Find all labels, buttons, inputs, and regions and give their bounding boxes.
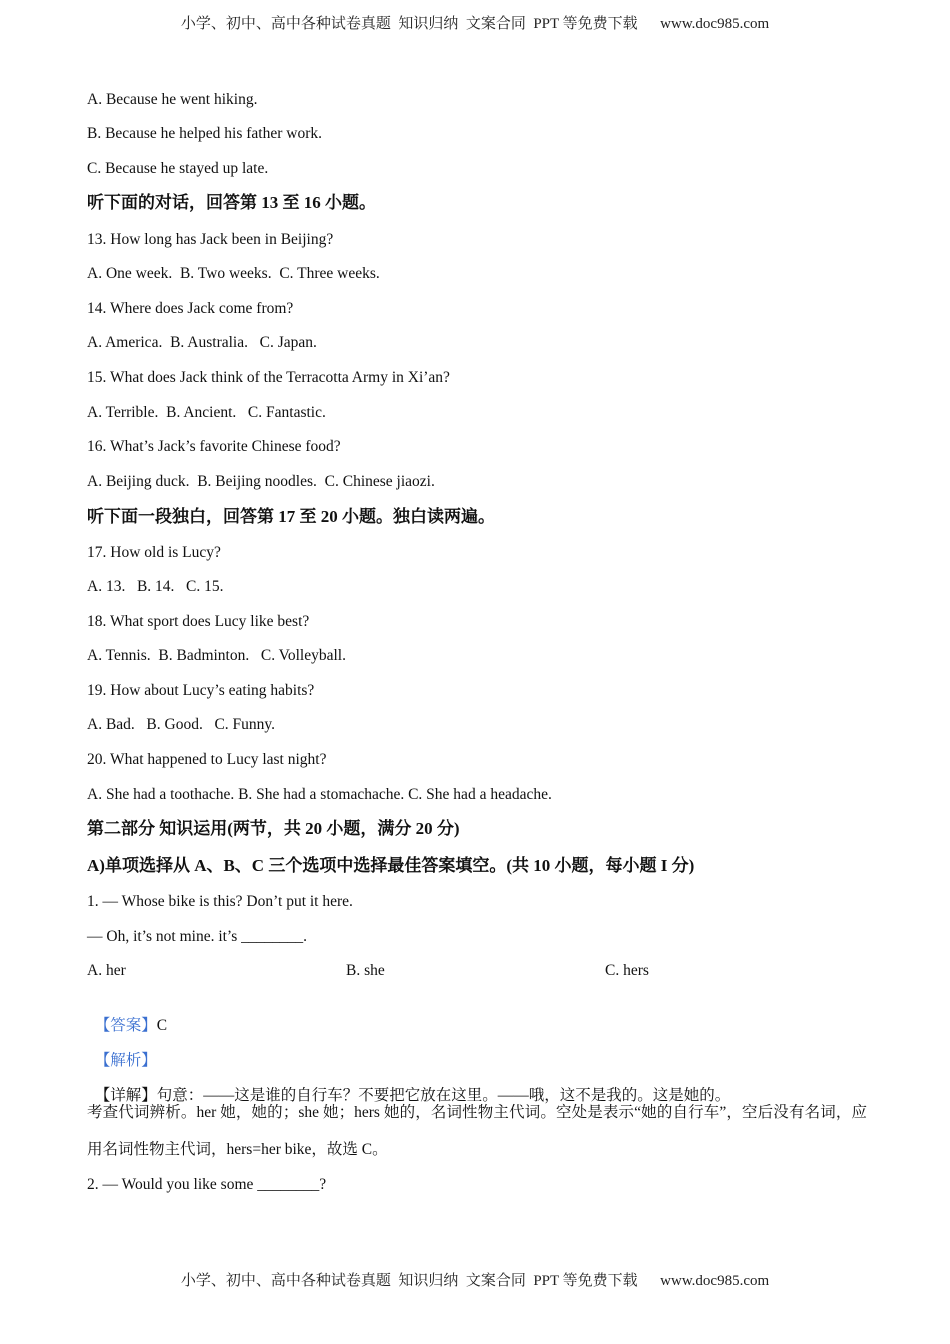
section-heading: A)单项选择从 A、B、C 三个选项中选择最佳答案填空。(共 10 小题，每小题 I 分) xyxy=(87,856,695,875)
answer-value: C xyxy=(156,1017,168,1034)
question-line: 1. — Whose bike is this? Don’t put it here. xyxy=(87,893,353,910)
question-line: 20. What happened to Lucy last night? xyxy=(87,751,327,768)
question-line: 19. How about Lucy’s eating habits? xyxy=(87,682,315,699)
analysis-line xyxy=(87,1031,157,1071)
question-line: 17. How old is Lucy? xyxy=(87,544,221,561)
question-line: 16. What’s Jack’s favorite Chinese food? xyxy=(87,438,341,455)
question-line: 18. What sport does Lucy like best? xyxy=(87,613,310,630)
option-line: A. Tennis. B. Badminton. C. Volleyball. xyxy=(87,647,346,664)
question-line: 14. Where does Jack come from? xyxy=(87,300,294,317)
explanation-paragraph: 考查代词辨析。her 她，她的；she 她；hers 她的，名词性物主代词。空处是表示“她的自行车”，空后没有名词，应用名词性物主代词，hers=her bike，故选 C。 xyxy=(87,1104,867,1158)
option-line: A. 13. B. 14. C. 15. xyxy=(87,578,224,595)
detail-label: 【详解】 xyxy=(94,1087,157,1104)
option-line: A. One week. B. Two weeks. C. Three weeks. xyxy=(87,265,380,282)
answer-line xyxy=(87,996,167,1036)
option-line: A. Because he went hiking. xyxy=(87,91,258,108)
question-line: 15. What does Jack think of the Terracotta Army in Xi’an? xyxy=(87,369,450,386)
option-line: C. Because he stayed up late. xyxy=(87,160,269,177)
option-line: A. Terrible. B. Ancient. C. Fantastic. xyxy=(87,404,326,421)
option-line: A. Bad. B. Good. C. Funny. xyxy=(87,716,276,733)
answer-label: 【答案】 xyxy=(94,1017,157,1034)
q1-option-a: A. her xyxy=(87,962,126,979)
detail-text: 句意：——这是谁的自行车？不要把它放在这里。——哦，这不是我的。这是她的。 xyxy=(156,1087,731,1104)
option-line: B. Because he helped his father work. xyxy=(87,125,323,142)
question-line: — Oh, it’s not mine. it’s ________. xyxy=(87,928,308,945)
option-line: A. Beijing duck. B. Beijing noodles. C. Chinese jiaozi. xyxy=(87,473,435,490)
option-line: A. America. B. Australia. C. Japan. xyxy=(87,334,317,351)
q1-option-b: B. she xyxy=(346,962,385,979)
option-line: A. She had a toothache. B. She had a stomachache. C. She had a headache. xyxy=(87,786,552,803)
section-instruction: 听下面的对话，回答第 13 至 16 小题。 xyxy=(87,193,376,212)
part-heading: 第二部分 知识运用(两节，共 20 小题，满分 20 分) xyxy=(87,819,460,838)
page-footer: 小学、初中、高中各种试卷真题 知识归纳 文案合同 PPT 等免费下载 www.doc985.com xyxy=(180,1273,770,1289)
analysis-label: 【解析】 xyxy=(94,1052,157,1069)
question-line: 2. — Would you like some ________? xyxy=(87,1176,327,1193)
section-instruction: 听下面一段独白，回答第 17 至 20 小题。独白读两遍。 xyxy=(87,507,495,526)
q1-option-c: C. hers xyxy=(605,962,649,979)
question-line: 13. How long has Jack been in Beijing? xyxy=(87,231,334,248)
page-header: 小学、初中、高中各种试卷真题 知识归纳 文案合同 PPT 等免费下载 www.doc985.com xyxy=(180,16,770,32)
